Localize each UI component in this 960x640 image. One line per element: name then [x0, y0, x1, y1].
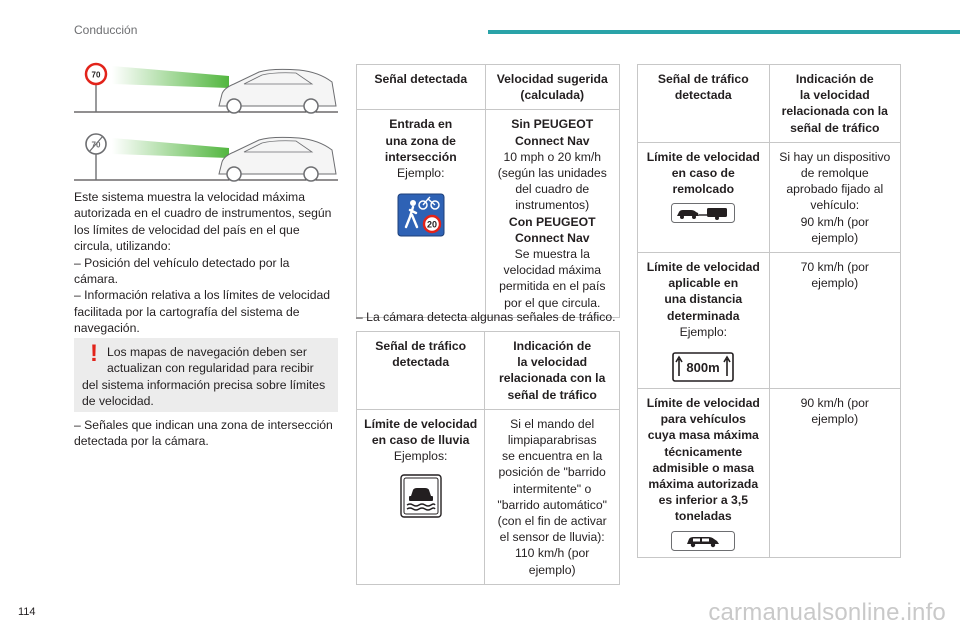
paragraph-line: circula, utilizando: — [74, 239, 171, 254]
value-line: vehículo: — [810, 198, 860, 213]
value-line: posición de "barrido — [498, 465, 606, 480]
value-cell — [769, 253, 900, 389]
warning-icon: ! — [90, 340, 98, 367]
paragraph-line: – Posición del vehículo detectado por la — [74, 255, 290, 270]
value-line: Sin PEUGEOT — [511, 117, 594, 132]
signal-cell — [638, 253, 770, 389]
value-line: (con el fin de activar — [497, 514, 607, 529]
table-header-row — [357, 332, 620, 410]
intro-paragraph — [74, 189, 340, 337]
other-signs-table — [637, 64, 901, 558]
value-cell — [485, 409, 620, 584]
header-line: Indicación de — [513, 339, 592, 353]
header-accent-bar — [488, 30, 960, 34]
value-lines — [490, 116, 615, 310]
column-header — [357, 65, 486, 110]
speed-sign-end-70-text: 70 — [91, 140, 101, 150]
label-line: remolcado — [672, 182, 735, 197]
intersection-zone-20-sign-icon — [397, 193, 445, 237]
value-line: el sensor de lluvia): — [499, 530, 605, 545]
bullet-line: detectada por la cámara. — [74, 434, 209, 449]
distance-800m-sign-icon — [672, 352, 734, 382]
value-line: aprobado fijado al — [786, 182, 884, 197]
label-line: intersección — [384, 149, 457, 164]
table-row — [638, 253, 901, 389]
label-line: Límite de velocidad — [646, 149, 760, 164]
warning-line: actualizan con regularidad para recibir — [107, 361, 314, 376]
example-label: Ejemplo: — [679, 324, 727, 339]
label-line: máxima autorizada — [648, 477, 759, 492]
value-cell — [769, 142, 900, 252]
value-cell — [769, 389, 900, 558]
car-speed-limit-ended-illustration — [74, 130, 338, 182]
label-line: admisible o masa — [652, 460, 755, 475]
value-line: se encuentra en la — [502, 449, 603, 464]
header-line: Indicación de — [795, 72, 874, 86]
value-line: 10 mph o 20 km/h — [503, 149, 602, 164]
value-line: 90 km/h (por — [800, 214, 869, 229]
value-line: intermitente" o — [513, 481, 592, 496]
value-line: limpiaparabrisas — [507, 433, 597, 448]
car-under-3-5t-icon — [671, 531, 735, 551]
paragraph-line: autorizada en el cuadro de instrumentos, según — [74, 206, 332, 221]
rain-speed-table — [356, 331, 620, 585]
paragraph-line: los límites de velocidad del país en el que — [74, 222, 300, 237]
header-line: señal de tráfico — [790, 120, 880, 135]
value-line: "barrido automático" — [497, 497, 607, 512]
label-line: en caso de lluvia — [371, 433, 470, 448]
value-line: 90 km/h (por — [800, 396, 869, 411]
label-line: cuya masa máxima — [647, 428, 759, 443]
header-line: señal de tráfico — [507, 387, 597, 402]
warning-line: de velocidad. — [82, 394, 154, 409]
value-line: 110 km/h (por — [515, 546, 590, 561]
label-line: Límite de velocidad — [646, 396, 760, 411]
value-line: ejemplo) — [811, 230, 859, 245]
signal-cell — [357, 409, 485, 584]
paragraph-line: facilitada por la cartografía del sistema de — [74, 304, 300, 319]
value-line: ejemplo) — [811, 412, 859, 427]
label-line: aplicable en — [668, 276, 739, 291]
table-row — [357, 110, 620, 317]
value-lines — [489, 416, 615, 578]
paragraph-line: navegación. — [74, 321, 140, 336]
distance-sign-text: 800m — [686, 360, 720, 376]
table-header-row — [357, 65, 620, 110]
warning-line: del sistema información precisa sobre límites — [82, 377, 326, 392]
label-line: Entrada en — [389, 117, 453, 132]
label-line: en caso de — [671, 166, 735, 181]
value-line: Si hay un dispositivo — [779, 149, 891, 164]
header-line: la velocidad — [799, 88, 870, 103]
column-header — [485, 332, 620, 410]
label-line: para vehículos — [660, 412, 746, 427]
label-line: es inferior a 3,5 — [658, 493, 748, 508]
value-line: instrumentos) — [515, 198, 590, 213]
header-line: Señal detectada — [374, 72, 468, 86]
example-label: Ejemplos: — [393, 449, 448, 464]
header-line: Velocidad sugerida — [496, 72, 608, 86]
intersection-speed-table — [356, 64, 620, 318]
value-line: ejemplo) — [528, 562, 576, 577]
value-line: Si el mando del — [510, 416, 595, 431]
paragraph-line: cámara. — [74, 272, 119, 287]
value-line: de remolque — [800, 166, 869, 181]
towing-car-trailer-icon — [671, 203, 735, 223]
column-header — [638, 65, 770, 143]
label-line: determinada — [667, 308, 740, 323]
header-line: detectada — [392, 355, 450, 370]
signal-cell — [357, 110, 486, 317]
value-line: por el que circula. — [504, 295, 601, 310]
label-line: Límite de velocidad — [364, 416, 478, 431]
header-line: Señal de tráfico — [375, 339, 467, 353]
label-line: una distancia — [664, 292, 743, 307]
value-line: 70 km/h (por — [800, 260, 869, 275]
paragraph-line: Este sistema muestra la velocidad máxima — [74, 190, 305, 204]
signal-cell — [638, 389, 770, 558]
label-line: Límite de velocidad — [646, 260, 760, 275]
signal-cell — [638, 142, 770, 252]
intersection-bullet — [74, 417, 340, 450]
column-header — [485, 65, 619, 110]
value-line: Connect Nav — [515, 230, 590, 245]
section-title: Conducción — [74, 23, 138, 37]
warning-line: Los mapas de navegación deben ser — [107, 345, 307, 359]
value-line: ejemplo) — [811, 276, 859, 291]
value-line: velocidad máxima — [503, 263, 602, 278]
car-camera-detect-illustration — [74, 62, 338, 114]
value-line: (según las unidades — [497, 166, 607, 181]
paragraph-line: – Información relativa a los límites de velocidad — [74, 288, 331, 303]
bullet-line: – Señales que indican una zona de intersección — [74, 418, 333, 432]
table-row — [638, 142, 901, 252]
warning-box — [74, 338, 338, 412]
header-line: Señal de tráfico — [657, 72, 749, 86]
table-row — [357, 409, 620, 584]
table-header-row — [638, 65, 901, 143]
example-label: Ejemplo: — [397, 166, 445, 181]
camera-detects-text: – La cámara detecta algunas señales de tráfico. — [356, 310, 616, 324]
value-line: permitida en el país — [499, 279, 606, 294]
value-line: Se muestra la — [514, 247, 590, 262]
label-line: toneladas — [674, 509, 732, 524]
header-line: (calculada) — [520, 88, 585, 103]
speed-sign-70-text: 70 — [91, 70, 101, 80]
rain-road-sign-icon — [400, 474, 442, 518]
header-line: relacionada con la — [781, 104, 888, 119]
page-number: 114 — [18, 606, 36, 618]
table-row — [638, 389, 901, 558]
label-line: técnicamente — [664, 444, 743, 459]
value-line: Connect Nav — [515, 133, 590, 148]
label-line: una zona de — [385, 133, 456, 148]
column-header — [357, 332, 485, 410]
header-line: la velocidad — [517, 355, 588, 370]
svg-text:20: 20 — [426, 219, 437, 230]
header-line: detectada — [674, 88, 732, 103]
header-line: relacionada con la — [499, 371, 606, 386]
watermark: carmanualsonline.info — [708, 599, 946, 626]
value-cell — [485, 110, 619, 317]
column-header — [769, 65, 900, 143]
value-line: Con PEUGEOT — [508, 214, 596, 229]
value-line: del cuadro de — [515, 182, 590, 197]
